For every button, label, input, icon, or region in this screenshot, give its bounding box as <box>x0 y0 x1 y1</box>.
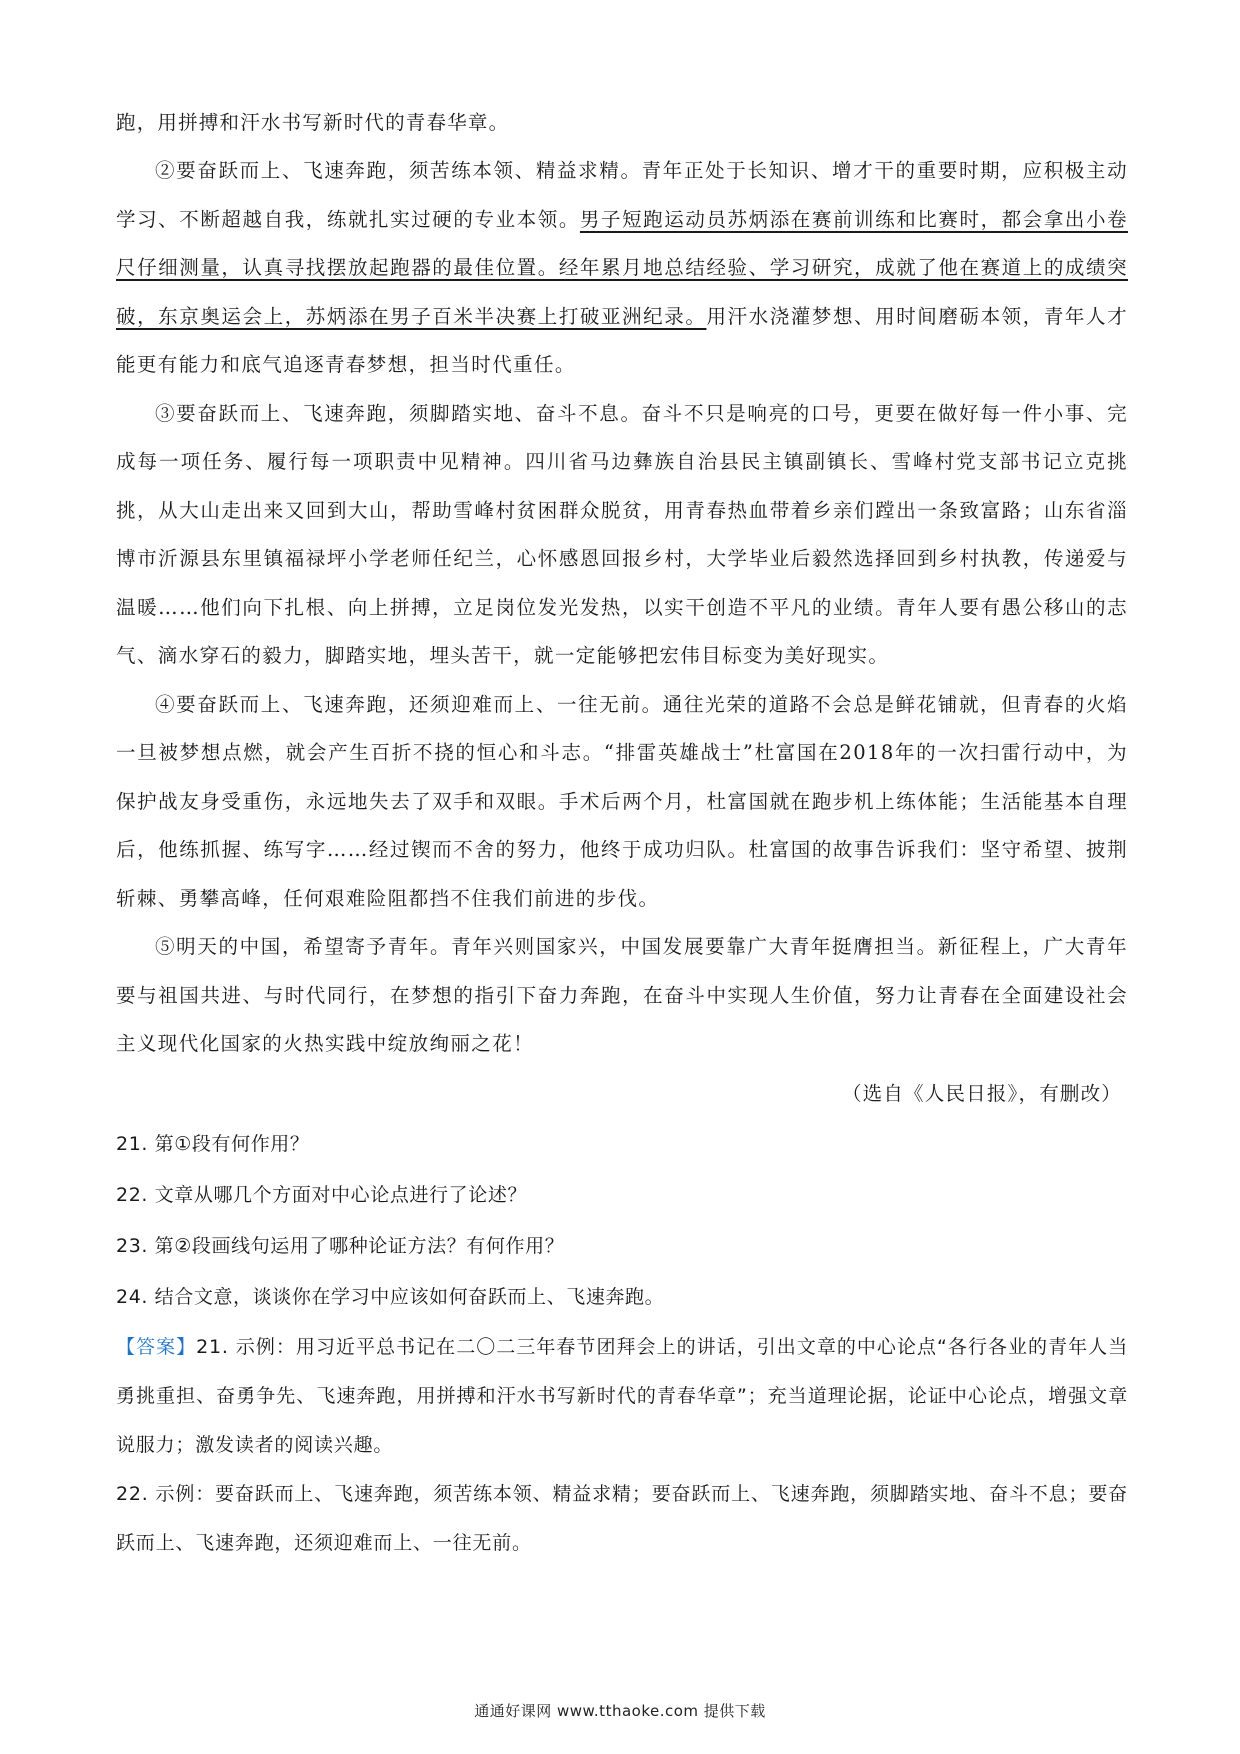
question-24: 24. 结合文意，谈谈你在学习中应该如何奋跃而上、飞速奔跑。 <box>116 1285 665 1308</box>
underlined-sentence: 男子短跑运动员苏炳添在赛前训练和比赛时，都会拿出小卷尺仔细测量，认真寻找摆放起跑器的最佳位置。经年累月地总结经验、学习研究，成就了他在赛道上的成绩突破，东京奥运会上，苏炳添在男子百米半决赛上打破亚洲纪录。 <box>116 207 1128 328</box>
paragraph-2-tail: 用汗水浇灌梦想、用时间磨砺本领，青年人才能更有能力和底气追逐青春梦想，担当时代重任。 <box>116 304 1128 376</box>
paragraph-4: ④要奋跃而上、飞速奔跑，还须迎难而上、一往无前。通往光荣的道路不会总是鲜花铺就，但青春的火焰一旦被梦想点燃，就会产生百折不挠的恒心和斗志。“排雷英雄战士”杜富国在2018年的一次扫雷行动中，为保护战友身受重伤，永远地失去了双手和双眼。手术后两个月，杜富国就在跑步机上练体能；生活能基本自理后，他练抓握、练写字……经过锲而不舍的努力，他终于成功归队。杜富国的故事告诉我们：坚守希望、披荆斩棘、勇攀高峰，任何艰难险阻都挡不住我们前进的步伐。 <box>116 692 1128 910</box>
paragraph-2-lead: ②要奋跃而上、飞速奔跑，须苦练本领、精益求精。青年正处于长知识、增才干的重要时期，应积极主动学习、不断超越自我，练就扎实过硬的专业本领。 <box>116 159 1128 231</box>
answer-21 <box>116 1323 1128 1470</box>
paragraph-3: ③要奋跃而上、飞速奔跑，须脚踏实地、奋斗不息。奋斗不只是响亮的口号，更要在做好每一件小事、完成每一项任务、履行每一项职责中见精神。四川省马边彝族自治县民主镇副镇长、雪峰村党支部书记立克挑挑，从大山走出来又回到大山，帮助雪峰村贫困群众脱贫，用青春热血带着乡亲们蹚出一条致富路；山东省淄博市沂源县东里镇福禄坪小学老师任纪兰，心怀感恩回报乡村，大学毕业后毅然选择回到乡村执教，传递爱与温暖……他们向下扎根、向上拼搏，立足岗位发光发热，以实干创造不平凡的业绩。青年人要有愚公移山的志气、滴水穿石的毅力，脚踏实地，埋头苦干，就一定能够把宏伟目标变为美好现实。 <box>116 401 1128 667</box>
page-footer: 通通好课网 www.tthaoke.com 提供下载 <box>474 1702 766 1720</box>
question-23: 23. 第②段画线句运用了哪种论证方法？有何作用？ <box>116 1234 565 1257</box>
paragraph-1-tail: 跑，用拼搏和汗水书写新时代的青春华章。 <box>116 111 510 134</box>
answer-22: 22. 示例：要奋跃而上、飞速奔跑，须苦练本领、精益求精；要奋跃而上、飞速奔跑，须脚踏实地、奋斗不息；要奋跃而上、飞速奔跑，还须迎难而上、一往无前。 <box>116 1482 1128 1554</box>
paragraph-5: ⑤明天的中国，希望寄予青年。青年兴则国家兴，中国发展要靠广大青年挺膺担当。新征程上，广大青年要与祖国共进、与时代同行，在梦想的指引下奋力奔跑，在奋斗中实现人生价值，努力让青春在全面建设社会主义现代化国家的火热实践中绽放绚丽之花！ <box>116 935 1128 1055</box>
paragraph-2 <box>116 147 1128 390</box>
source-citation: （选自《人民日报》，有删改） <box>841 1081 1122 1105</box>
answer-21-text: 21. 示例：用习近平总书记在二〇二三年春节团拜会上的讲话，引出文章的中心论点“各行各业的青年人当勇挑重担、奋勇争先、飞速奔跑，用拼搏和汗水书写新时代的青春华章”；充当道理论据，论证中心论点，增强文章说服力；激发读者的阅读兴趣。 <box>116 1335 1128 1456</box>
answer-tag: 【答案】 <box>116 1335 197 1358</box>
document-body <box>116 98 1128 1568</box>
question-21: 21. 第①段有何作用？ <box>116 1132 310 1155</box>
question-22: 22. 文章从哪几个方面对中心论点进行了论述？ <box>116 1183 528 1206</box>
